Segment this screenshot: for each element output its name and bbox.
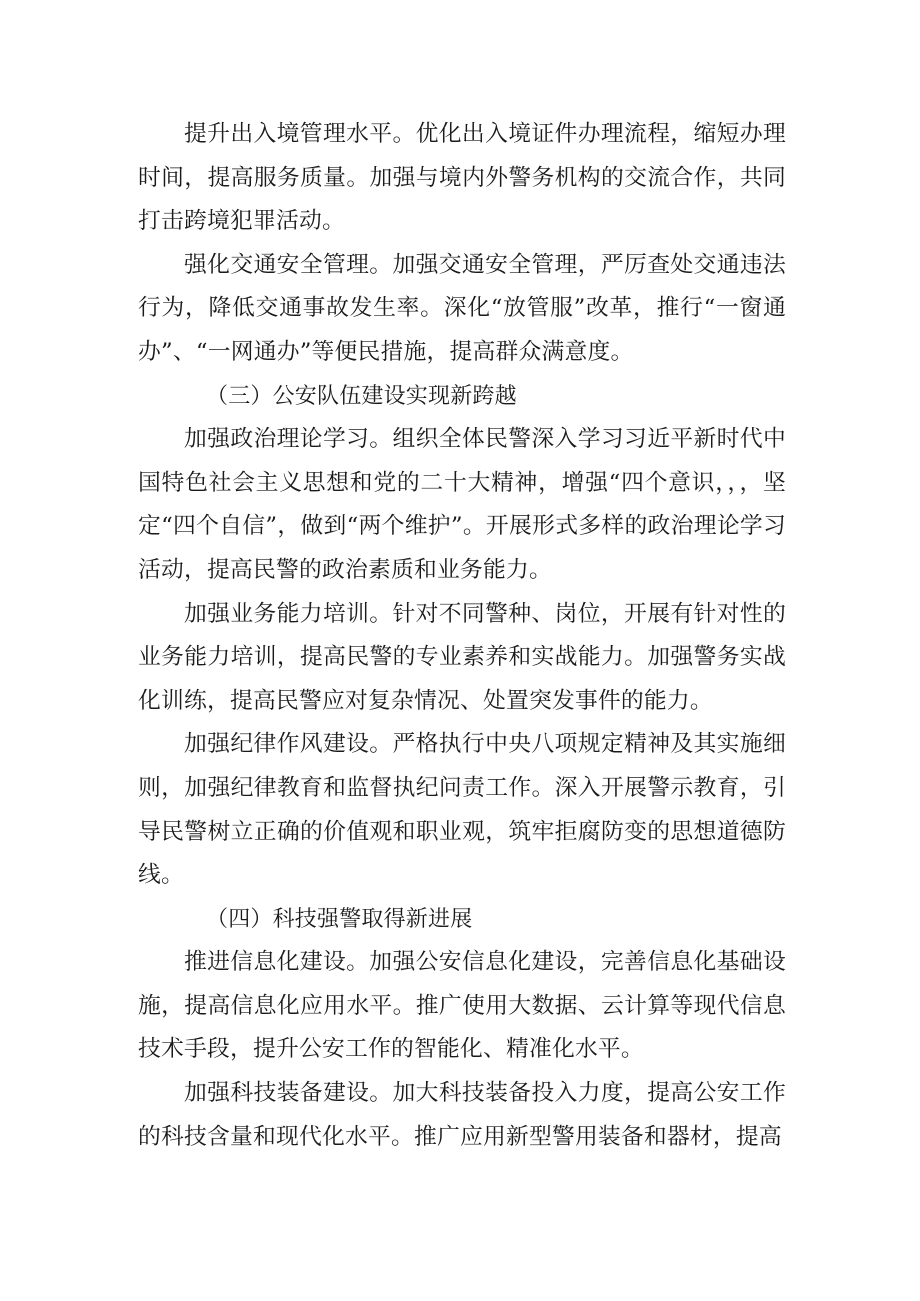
paragraph-discipline: 加强纪律作风建设。严格执行中央八项规定精神及其实施细则，加强纪律教育和监督执纪问责工作。深入开展警示教育，引导民警树立正确的价值观和职业观，筑牢拒腐防变的思想道德防线。	[138, 731, 786, 889]
paragraph-equipment: 加强科技装备建设。加大科技装备投入力度，提高公安工作的科技含量和现代化水平。推广应用新型警用装备和器材，提高	[138, 1080, 786, 1150]
section-heading-technology: （四）科技强警取得新进展	[206, 906, 473, 932]
document-body	[138, 113, 786, 1159]
paragraph-traffic-safety: 强化交通安全管理。加强交通安全管理，严厉查处交通违法行为，降低交通事故发生率。深化“放管服”改革，推行“一窗通办”、“一网通办”等便民措施，提高群众满意度。	[138, 251, 786, 365]
paragraph-informatization: 推进信息化建设。加强公安信息化建设，完善信息化基础设施，提高信息化应用水平。推广使用大数据、云计算等现代信息技术手段，提升公安工作的智能化、精准化水平。	[138, 949, 786, 1063]
paragraph-political-study: 加强政治理论学习。组织全体民警深入学习习近平新时代中国特色社会主义思想和党的二十大精神，增强“四个意识，，，坚定“四个自信”，做到“两个维护”。开展形式多样的政治理论学习活动，提高民警的政治素质和业务能力。	[138, 426, 786, 583]
paragraph-skills-training: 加强业务能力培训。针对不同警种、岗位，开展有针对性的业务能力培训，提高民警的专业素养和实战能力。加强警务实战化训练，提高民警应对复杂情况、处置突发事件的能力。	[138, 600, 786, 714]
section-heading-team-building: （三）公安队伍建设实现新跨越	[206, 383, 517, 409]
paragraph-exit-entry: 提升出入境管理水平。优化出入境证件办理流程，缩短办理时间，提高服务质量。加强与境内外警务机构的交流合作，共同打击跨境犯罪活动。	[138, 121, 786, 235]
